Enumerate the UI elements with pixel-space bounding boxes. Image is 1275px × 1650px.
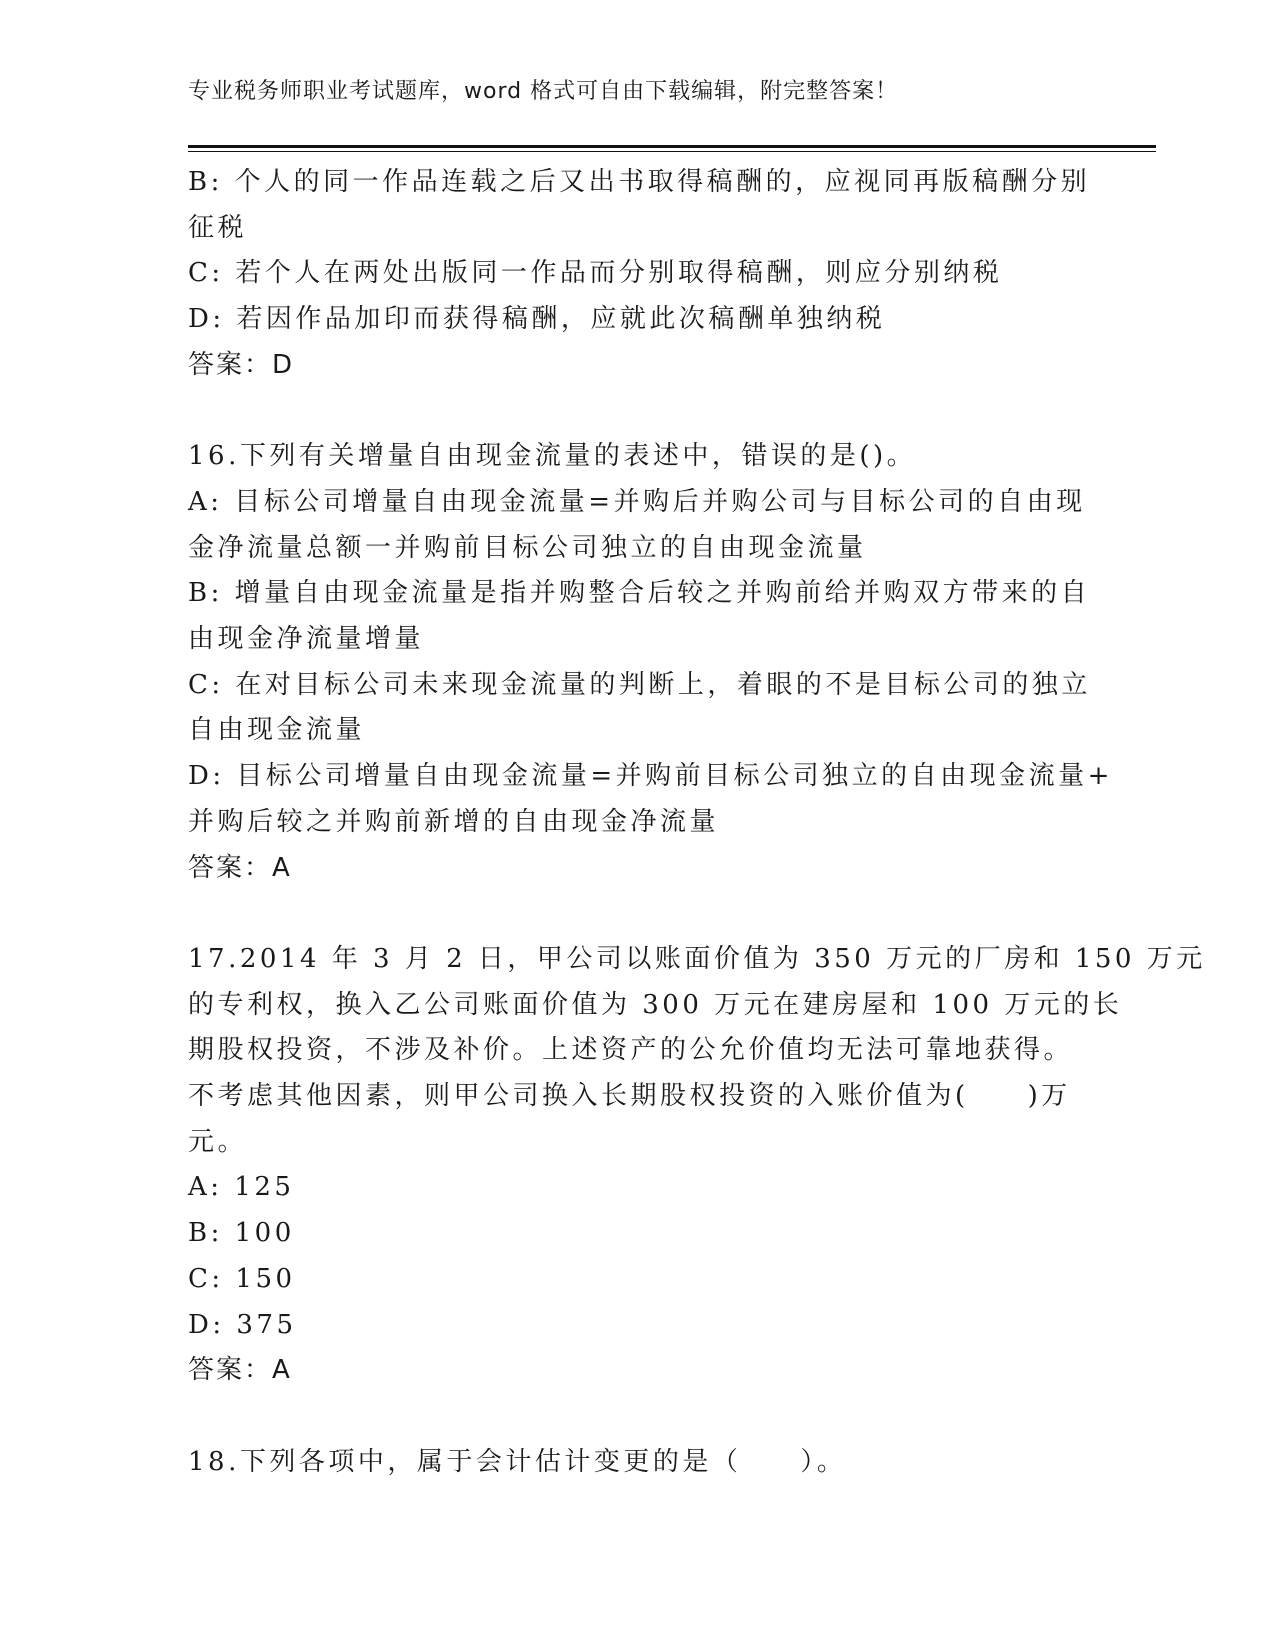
question-content — [188, 160, 1206, 1485]
question-block — [188, 937, 1206, 1394]
option-line: B: 个人的同一作品连载之后又出书取得稿酬的，应视同再版稿酬分别 — [188, 167, 1091, 197]
option-line: C: 150 — [188, 1263, 296, 1294]
option-line: B: 100 — [188, 1218, 295, 1249]
answer-line: 答案：A — [188, 852, 292, 883]
header-divider-thin — [188, 151, 1156, 152]
spacer — [188, 891, 1088, 937]
answer-line: 答案：D — [188, 349, 295, 380]
spacer — [188, 389, 1088, 435]
spacer — [188, 1394, 1088, 1440]
option-line: 征税 — [188, 212, 248, 243]
option-line: D: 375 — [188, 1309, 297, 1340]
option-line: C: 在对目标公司未来现金流量的判断上，着眼的不是目标公司的独立 — [188, 669, 1091, 700]
question-block — [188, 434, 1113, 891]
option-line: A: 125 — [188, 1172, 295, 1203]
option-line: B: 增量自由现金流量是指并购整合后较之并购前给并购双方带来的自 — [188, 578, 1091, 609]
option-line: D: 若因作品加印而获得稿酬，应就此次稿酬单独纳税 — [188, 304, 886, 335]
question-stem: 期股权投资，不涉及补价。上述资产的公允价值均无法可靠地获得。 — [188, 1035, 1074, 1066]
option-line: C: 若个人在两处出版同一作品而分别取得稿酬，则应分别纳税 — [188, 258, 1003, 289]
option-line: 由现金净流量增量 — [188, 624, 425, 655]
question-stem: 元。 — [188, 1126, 248, 1157]
answer-line: 答案：A — [188, 1355, 292, 1386]
question-block — [188, 1440, 1088, 1486]
option-line: D: 目标公司增量自由现金流量=并购前目标公司独立的自由现金流量+ — [188, 761, 1113, 792]
question-stem: 16.下列有关增量自由现金流量的表述中，错误的是()。 — [188, 441, 917, 472]
option-line: 金净流量总额一并购前目标公司独立的自由现金流量 — [188, 532, 867, 563]
question-stem: 17.2014 年 3 月 2 日，甲公司以账面价值为 350 万元的厂房和 150 万元 — [188, 943, 1206, 974]
option-line: A: 目标公司增量自由现金流量=并购后并购公司与目标公司的自由现 — [188, 486, 1086, 517]
header-divider-thick — [188, 145, 1156, 148]
question-block — [188, 160, 1091, 389]
option-line: 并购后较之并购前新增的自由现金净流量 — [188, 806, 720, 837]
question-stem: 18.下列各项中，属于会计估计变更的是（ ）。 — [188, 1446, 847, 1477]
page-header: 专业税务师职业考试题库，word 格式可自由下载编辑，附完整答案！ — [188, 79, 899, 104]
question-stem: 的专利权，换入乙公司账面价值为 300 万元在建房屋和 100 万元的长 — [188, 989, 1123, 1020]
option-line: 自由现金流量 — [188, 715, 366, 746]
question-stem: 不考虑其他因素，则甲公司换入长期股权投资的入账价值为( )万 — [188, 1081, 1071, 1112]
